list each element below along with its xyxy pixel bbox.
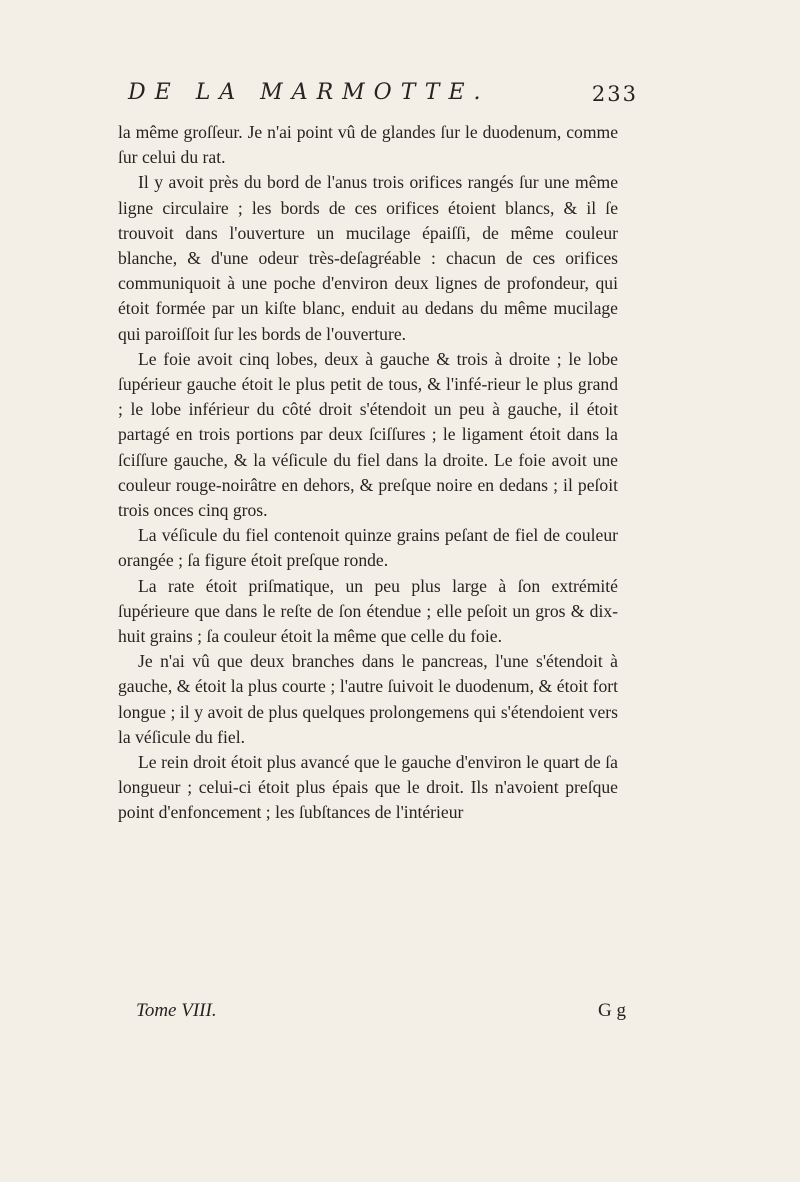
- paragraph-liver: Le foie avoit cinq lobes, deux à gauche & trois à droite ; le lobe ſupérieur gauche étoit le plus petit de tous, & l'infé-rieur le plus grand ; le lobe inférieur du côté droit s'étendoit un peu à gauche, il étoit partagé en trois portions par deux ſciſſures ; le ligament étoit dans la ſciſſure gauche, & la véſicule du fiel dans la droite. Le foie avoit une couleur rouge-noirâtre en dehors, & preſque noire en dedans ; il peſoit trois onces cinq gros.: [118, 348, 618, 521]
- running-head: DE LA MARMOTTE.: [128, 80, 490, 105]
- volume-label: Tome VIII.: [136, 1000, 217, 1021]
- page-number: 233: [591, 82, 638, 106]
- page-header: [128, 80, 638, 120]
- body-text: [118, 120, 618, 826]
- page-footer: [136, 1000, 626, 1030]
- paragraph-kidneys: Le rein droit étoit plus avancé que le gauche d'environ le quart de ſa longueur ; celui-ci étoit plus épais que le droit. Ils n'avoient preſque point d'enfoncement ; les ſubſtances de l'intérieur: [118, 752, 618, 823]
- paragraph-anus-orifices: Il y avoit près du bord de l'anus trois orifices rangés ſur une même ligne circulaire ; les bords de ces orifices étoient blancs, & il ſe trouvoit dans l'ouverture un mucilage épaiſſi, de même couleur blanche, & d'une odeur très-deſagréable : chacun de ces orifices communiquoit à une poche d'environ deux lignes de profondeur, qui étoit formée par un kiſte blanc, enduit au dedans du même mucilage qui paroiſſoit ſur les bords de l'ouverture.: [118, 172, 618, 344]
- paragraph-continuation: la même groſſeur. Je n'ai point vû de glandes ſur le duodenum, comme ſur celui du rat.: [118, 122, 618, 168]
- paragraph-gall-bladder: La véſicule du fiel contenoit quinze grains peſant de fiel de couleur orangée ; ſa figure étoit preſque ronde.: [118, 525, 618, 571]
- signature-mark: G g: [598, 1000, 626, 1021]
- paragraph-spleen: La rate étoit priſmatique, un peu plus large à ſon extrémité ſupérieure que dans le reſte de ſon étendue ; elle peſoit un gros & dix-huit grains ; ſa couleur étoit la même que celle du foie.: [118, 575, 618, 647]
- paragraph-pancreas: Je n'ai vû que deux branches dans le pancreas, l'une s'étendoit à gauche, & étoit la plus courte ; l'autre ſuivoit le duodenum, & étoit fort longue ; il y avoit de plus quelques prolongemens qui s'étendoient vers la véſicule du fiel.: [118, 651, 618, 747]
